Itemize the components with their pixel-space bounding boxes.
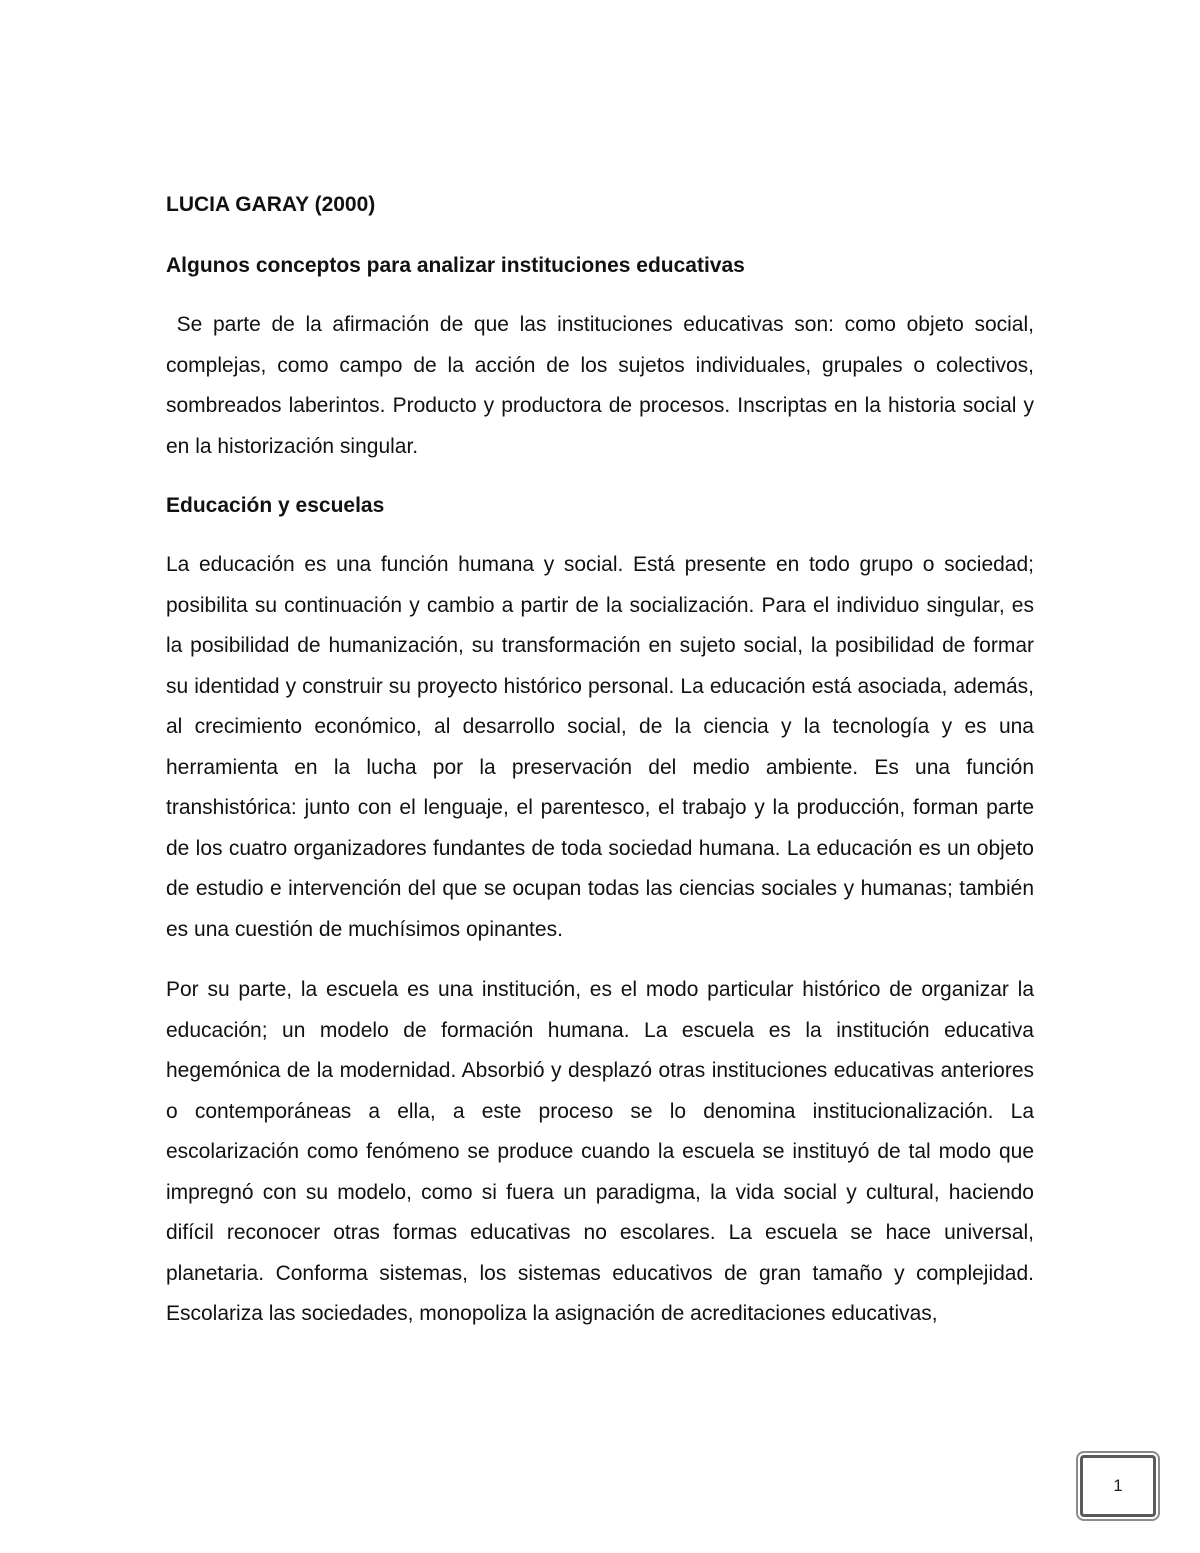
page-number: 1 [1113,1476,1123,1495]
body-paragraph-2: Por su parte, la escuela es una institución, es el modo particular histórico de organizar la educación; un modelo de formación humana. La escuela es la institución educativa hegemónica de la modernidad. Absorbió y desplazó otras instituciones educativas anteriores o contemporáneas a ella, a este proceso se lo denomina institucionalización. La escolarización como fenómeno se produce cuando la escuela se instituyó de tal modo que impregnó con su modelo, como si fuera un paradigma, la vida social y cultural, haciendo difícil reconocer otras formas educativas no escolares. La escuela se hace universal, planetaria. Conforma sistemas, los sistemas educativos de gran tamaño y complejidad. Escolariza las sociedades, monopoliza la asignación de acreditaciones educativas, [166,978,1034,1325]
section-heading: Educación y escuelas [166,494,385,517]
document-body [166,186,1040,1355]
page-number-box [1080,1455,1156,1517]
document-subtitle: Algunos conceptos para analizar instituciones educativas [166,254,745,277]
intro-paragraph: Se parte de la afirmación de que las instituciones educativas son: como objeto social, complejas, como campo de la acción de los sujetos individuales, grupales o colectivos, sombreados laberintos. Producto y productora de procesos. Inscriptas en la historia social y en la historización singular. [166,313,1040,458]
document-title: LUCIA GARAY (2000) [166,193,376,216]
body-paragraph-1: La educación es una función humana y social. Está presente en todo grupo o sociedad; posibilita su continuación y cambio a partir de la socialización. Para el individuo singular, es la posibilidad de humanización, su transformación en sujeto social, la posibilidad de formar su identidad y construir su proyecto histórico personal. La educación está asociada, además, al crecimiento económico, al desarrollo social, de la ciencia y la tecnología y es una herramienta en la lucha por la preservación del medio ambiente. Es una función transhistórica: junto con el lenguaje, el parentesco, el trabajo y la producción, forman parte de los cuatro organizadores fundantes de toda sociedad humana. La educación es un objeto de estudio e intervención del que se ocupan todas las ciencias sociales y humanas; también es una cuestión de muchísimos opinantes. [166,553,1034,941]
